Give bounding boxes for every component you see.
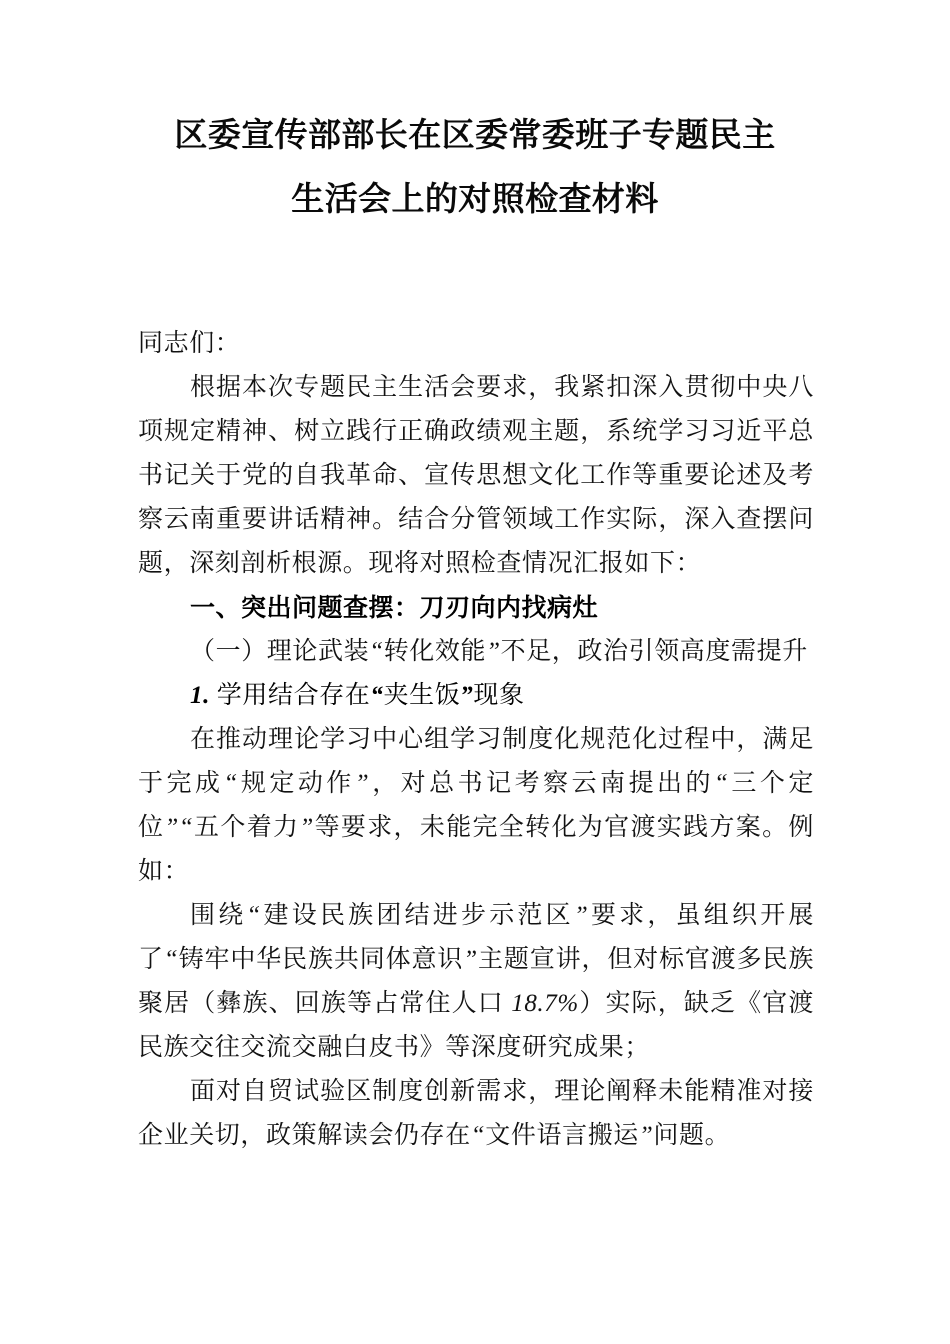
salutation: 同志们：	[138, 330, 241, 357]
document-title-line-1: 区委宣传部部长在区委常委班子专题民主	[174, 118, 776, 154]
heading-level-2: （一）理论武装“转化效能”不足，政治引领高度需提升	[190, 638, 808, 665]
opening-paragraph: 根据本次专题民主生活会要求，我紧扣深入贯彻中央八项规定精神、树立践行正确政绩观主题，系统学习习近平总书记关于党的自我革命、宣传思想文化工作等重要论述及考察云南重要讲话精神。结合分管领域工作实际，深入查摆问题，深刻剖析根源。现将对照检查情况汇报如下：	[138, 374, 814, 577]
body-paragraph-2: 围绕“建设民族团结进步示范区”要求，虽组织开展了“铸牢中华民族共同体意识”主题宣讲，但对标官渡多民族聚居（彝族、回族等占常住人口 18.7%）实际，缺乏《官渡民族交往交流交融白皮书》等深度研究成果；	[138, 902, 814, 1061]
body-paragraph-1: 在推动理论学习中心组学习制度化规范化过程中，满足于完成“规定动作”，对总书记考察云南提出的“三个定位”“五个着力”等要求，未能完全转化为官渡实践方案。例如：	[138, 726, 814, 885]
heading-level-1: 一、突出问题查摆：刀刃向内找病灶	[190, 594, 599, 622]
document-title	[0, 104, 950, 232]
document-body	[138, 322, 814, 1158]
body-paragraph-3: 面对自贸试验区制度创新需求，理论阐释未能精准对接企业关切，政策解读会仍存在“文件语言搬运”问题。	[138, 1078, 814, 1149]
document-title-line-2: 生活会上的对照检查材料	[291, 182, 659, 218]
heading-level-3: 1. 学用结合存在“夹生饭”现象	[190, 682, 525, 709]
